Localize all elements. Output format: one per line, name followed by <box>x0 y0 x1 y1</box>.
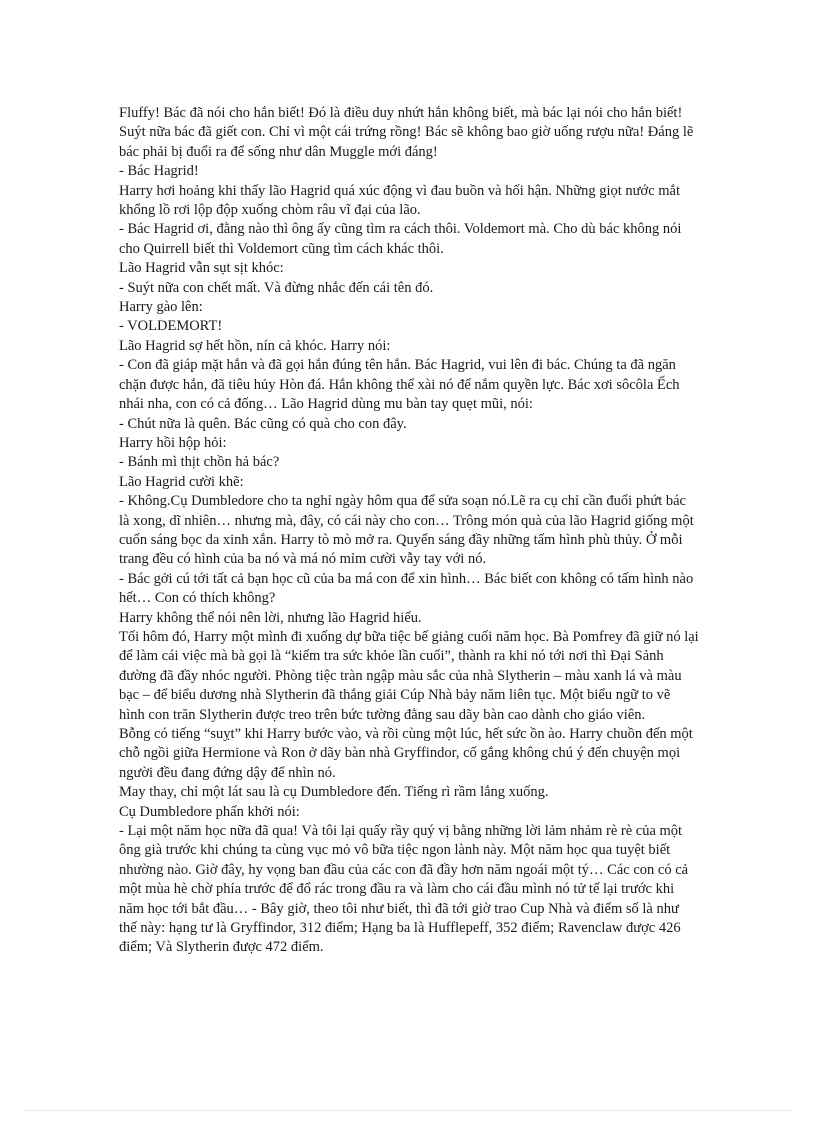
paragraph-19: Bỗng có tiếng “suỵt” khi Harry bước vào, và rồi cùng một lúc, hết sức ồn ào. Harry chuồn đến một chỗ ngồi giữa Hermione và Ron ở dãy bàn nhà Gryffindor, cố gắng không chú ý đến chuyện mọi người đều đang đứng dậy để nhìn nó. <box>119 726 693 781</box>
body-text <box>119 104 699 958</box>
paragraph-9: Lão Hagrid sợ hết hồn, nín cả khóc. Harry nói: <box>119 337 391 354</box>
paragraph-1: Fluffy! Bác đã nói cho hắn biết! Đó là điều duy nhứt hắn không biết, mà bác lại nói cho hắn biết! Suýt nữa bác đã giết con. Chỉ vì một cái trứng rồng! Bác sẽ không bao giờ uống rượu nữa! Đáng lẽ bác phải bị đuổi ra để sống như dân Muggle mới đáng! <box>119 105 694 160</box>
paragraph-3: Harry hơi hoảng khi thấy lão Hagrid quá xúc động vì đau buồn và hối hận. Những giọt nước mắt khổng lồ rơi lộp độp xuống chòm râu vĩ đại của lão. <box>119 182 680 219</box>
paragraph-10: - Con đã giáp mặt hắn và đã gọi hắn đúng tên hắn. Bác Hagrid, vui lên đi bác. Chúng ta đã ngăn chặn được hắn, đã tiêu hủy Hòn đá. Hắn không thể xài nó để nắm quyền lực. Bác xơi sôcôla Ếch nhái nha, con có cả đống… Lão Hagrid dùng mu bàn tay quẹt mũi, nói: <box>119 357 680 413</box>
paragraph-4: - Bác Hagrid ơi, đằng nào thì ông ấy cũng tìm ra cách thôi. Voldemort mà. Cho dù bác không nói cho Quirrell biết thì Voldemort cũng tìm cách khác thôi. <box>119 221 682 257</box>
paragraph-18: Tối hôm đó, Harry một mình đi xuống dự bữa tiệc bế giảng cuối năm học. Bà Pomfrey đã giữ nó lại để làm cái việc mà bà gọi là “kiểm tra sức khỏe lần cuối”, thành ra khi nó tới nơi thì Đại Sảnh đường đã đầy nhóc người. Phòng tiệc tràn ngập màu sắc của nhà Slytherin – màu xanh lá và màu bạc – để biểu dương nhà Slytherin đã thắng giải Cúp Nhà bảy năm liên tục. Một biểu ngữ to vẽ hình con trăn Slytherin được treo trên bức tường đằng sau dãy bàn cao dành cho giáo viên. <box>119 628 699 723</box>
paragraph-2: - Bác Hagrid! <box>119 163 199 180</box>
paragraph-8: - VOLDEMORT! <box>119 318 223 335</box>
paragraph-12: Harry hồi hộp hỏi: <box>119 434 227 451</box>
paragraph-16: - Bác gởi cú tới tất cả bạn học cũ của ba má con để xin hình… Bác biết con không có tấm hình nào hết… Con có thích không? <box>119 570 694 607</box>
paragraph-11: - Chút nữa là quên. Bác cũng có quà cho con đây. <box>119 415 407 432</box>
paragraph-21: Cụ Dumbledore phấn khởi nói: <box>119 803 300 820</box>
paragraph-20: May thay, chỉ một lát sau là cụ Dumbledore đến. Tiếng rì rầm lắng xuống. <box>119 784 549 801</box>
paragraph-15: - Không.Cụ Dumbledore cho ta nghỉ ngày hôm qua để sửa soạn nó.Lẽ ra cụ chỉ cần đuổi phứt bác là xong, dĩ nhiên… nhưng mà, đây, có cái này cho con… Trông món quà của lão Hagrid giống một cuốn sáng bọc da xinh xắn. Harry tò mò mở ra. Quyển sáng đầy những tấm hình phù thủy. Ở mỗi trang đều có hình của ba nó và má nó mỉm cười vẫy tay với nó. <box>119 493 694 568</box>
paragraph-14: Lão Hagrid cười khẽ: <box>119 473 244 490</box>
paragraph-6: - Suýt nữa con chết mất. Và đừng nhắc đến cái tên đó. <box>119 279 434 296</box>
paragraph-5: Lão Hagrid vẫn sụt sịt khóc: <box>119 260 284 277</box>
paragraph-17: Harry không thể nói nên lời, nhưng lão Hagrid hiểu. <box>119 609 422 626</box>
paragraph-7: Harry gào lên: <box>119 299 203 316</box>
paragraph-22: - Lại một năm học nữa đã qua! Và tôi lại quấy rầy quý vị bằng những lời lảm nhảm rè rè của một ông già trước khi chúng ta cùng vục mỏ vô bữa tiệc ngon lành này. Một năm học qua tuyệt biết nhường nào. Giờ đây, hy vọng ban đầu của các con đã đầy hơn năm ngoái một tý… Các con có cả một mùa hè chờ phía trước để đổ rác trong đầu ra và làm cho cái đầu mình nó tử tế lại trước khi năm học tới bắt đầu… - Bây giờ, theo tôi như biết, thì đã tới giờ trao Cup Nhà và điểm số là như thế này: hạng tư là Gryffindor, 312 điểm; Hạng ba là Hufflepeff, 352 điểm; Ravenclaw được 426 điểm; Và Slytherin được 472 điểm. <box>119 823 689 956</box>
page-bottom-rule <box>25 1110 791 1111</box>
paragraph-13: - Bánh mì thịt chồn hả bác? <box>119 454 280 471</box>
